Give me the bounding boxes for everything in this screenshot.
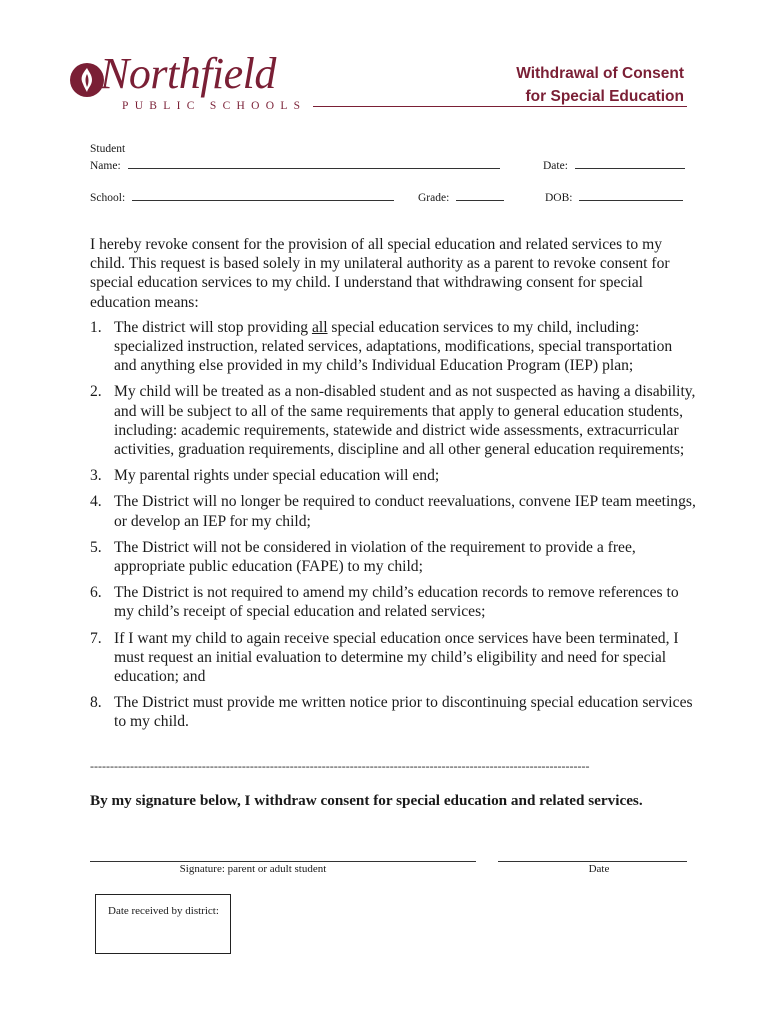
date-received-box[interactable] (95, 894, 231, 954)
date-label: Date: (543, 160, 568, 172)
name-label: Name: (90, 160, 121, 172)
form-title-line1: Withdrawal of Consent (516, 65, 684, 82)
list-item: 5. The District will not be considered in violation of the requirement to provide a free, appropriate public education (FAPE) to my child; (90, 538, 636, 576)
school-label: School: (90, 192, 126, 204)
intro-paragraph: I hereby revoke consent for the provision of all special education and related services to my child. This request is based solely in my unilateral authority as a parent to revoke consent for special education services to my child. I understand that withdrawing consent for special education means: (90, 236, 670, 311)
name-field[interactable] (90, 157, 500, 174)
dob-label: DOB: (545, 192, 573, 204)
list-item: 8. The District must provide me written notice prior to discontinuing special education services to my child. (90, 694, 693, 731)
consent-body (90, 235, 698, 739)
signature-date-label: Date (588, 863, 610, 875)
list-item: 6. The District is not required to amend my child’s education records to remove references to my child’s receipt of special education and related services; (90, 584, 679, 621)
logo-subtitle: PUBLIC SCHOOLS (122, 100, 307, 112)
grade-input-line[interactable] (456, 189, 504, 201)
grade-field[interactable] (418, 189, 504, 206)
dashed-divider: ----------------------------------------------------------------------------------------------------------------------------- (90, 759, 590, 773)
logo-name: Northfield (100, 49, 276, 98)
student-label: Student (90, 143, 126, 155)
terms-list (90, 318, 698, 732)
dob-field[interactable] (545, 189, 683, 206)
list-item: 1. The district will stop providing all special education services to my child, including: specialized instruction, related services, adaptations, modifications, special transportation and anything else provided in my child’s Individual Education Program (IEP) plan; (90, 318, 673, 375)
school-field[interactable] (90, 189, 394, 206)
list-item: 4. The District will no longer be required to conduct reevaluations, convene IEP team meetings, or develop an IEP for my child; (90, 493, 696, 530)
list-item: 7. If I want my child to again receive special education once services have been terminated, I must request an initial evaluation to determine my child’s eligibility and need for special education; and (90, 629, 679, 686)
form-title-line2: for Special Education (525, 88, 684, 105)
signature-label: Signature: parent or adult student (179, 863, 327, 875)
date-field[interactable] (543, 157, 685, 174)
emphasis-all: all (311, 318, 328, 336)
date-input-line[interactable] (575, 157, 685, 169)
list-item: 2. My child will be treated as a non-disabled student and as not suspected as having a disability, and will be subject to all of the same requirements that apply to general education students, including: academic requirements, statewide and district wide assessments, extracurricular activities, graduation requirements, discipline and all other general education requirements; (90, 383, 696, 459)
signature-line[interactable] (90, 861, 476, 862)
list-item: 3. My parental rights under special education will end; (90, 467, 440, 485)
school-input-line[interactable] (132, 189, 394, 201)
dob-input-line[interactable] (579, 189, 683, 201)
signature-statement: By my signature below, I withdraw consent for special education and related services. (90, 792, 643, 809)
date-received-label: Date received by district: (108, 905, 219, 917)
name-input-line[interactable] (128, 157, 500, 169)
signature-date-line[interactable] (498, 861, 687, 862)
form-title (516, 62, 684, 108)
grade-label: Grade: (418, 192, 450, 204)
